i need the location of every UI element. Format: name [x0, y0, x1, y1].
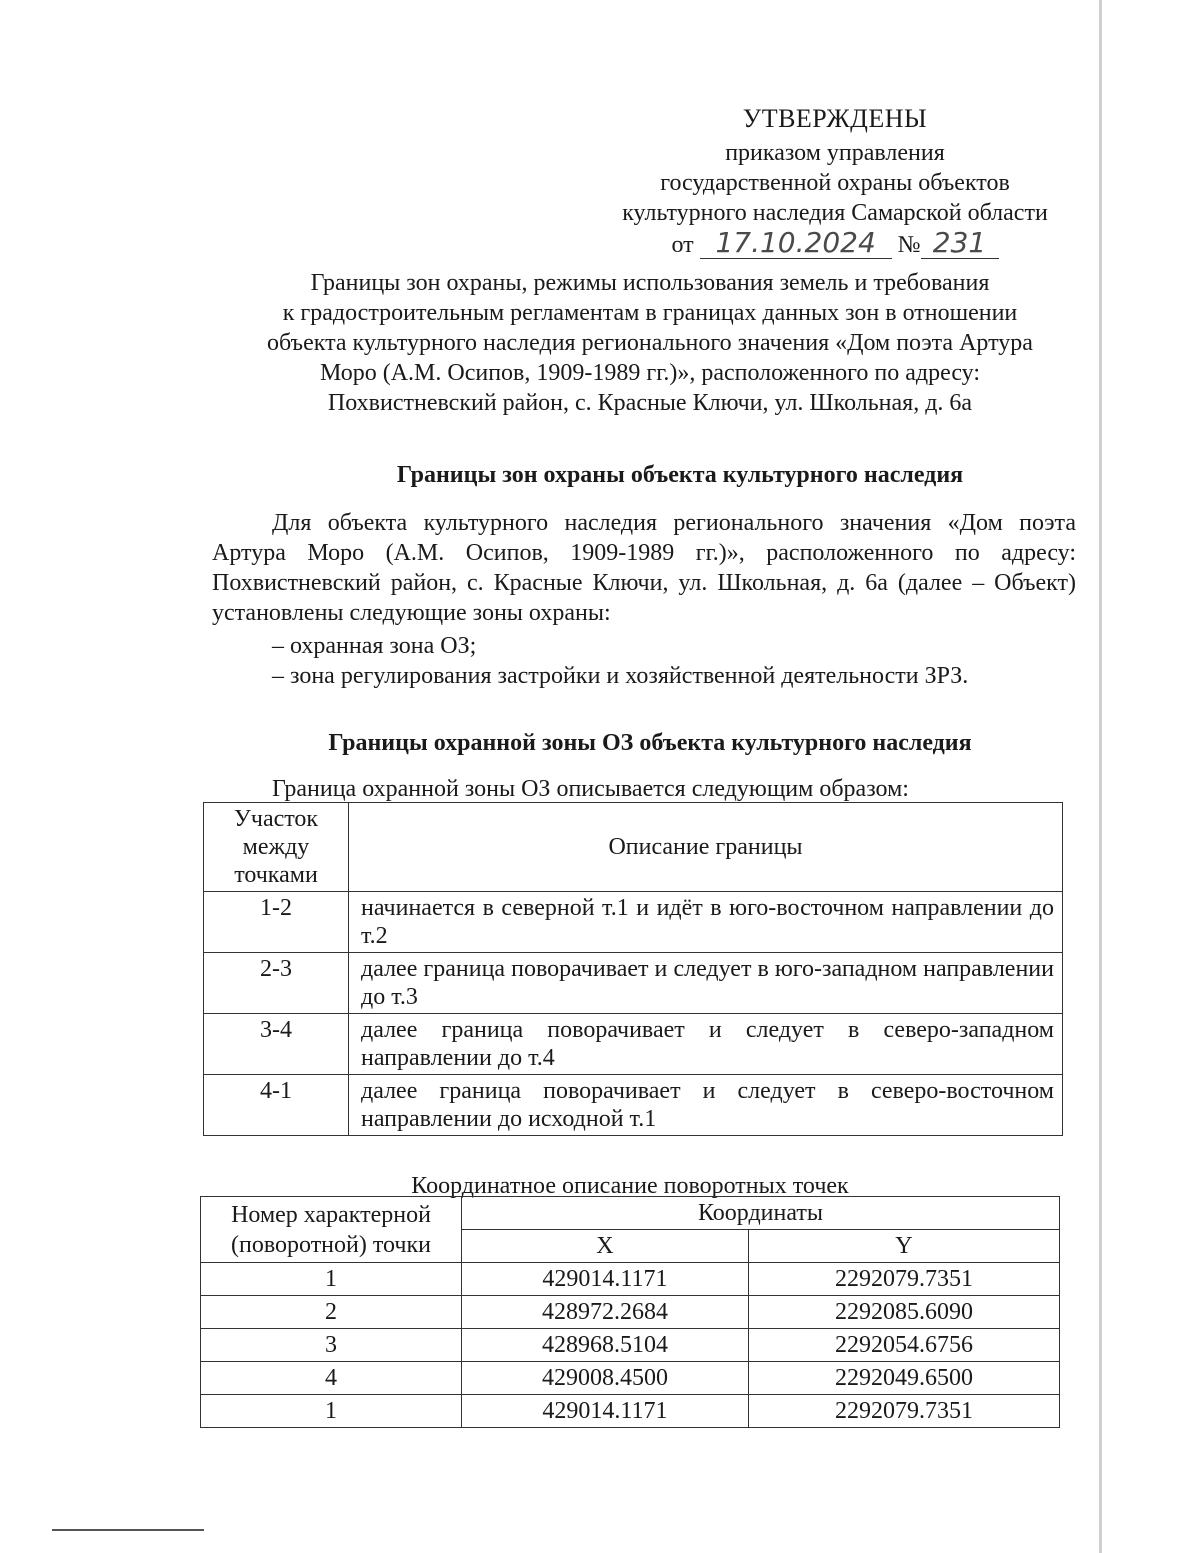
table-header-row — [204, 803, 1063, 892]
description-cell: начинается в северной т.1 и идёт в юго-восточном направлении до т.2 — [349, 892, 1063, 953]
point-cell: 1 — [201, 1395, 462, 1428]
header-point-number: Номер характерной (поворотной) точки — [201, 1197, 462, 1263]
coordinates-caption: Координатное описание поворотных точек — [411, 1173, 849, 1199]
y-cell: 2292049.6500 — [748, 1362, 1059, 1395]
heading-line-2: к градостроительным регламентам в границах данных зон в отношении — [282, 300, 1018, 326]
table-row — [204, 1014, 1063, 1075]
y-cell: 2292085.6090 — [748, 1296, 1059, 1329]
order-number: 231 — [921, 228, 999, 259]
section-title-zones: Границы зон охраны объекта культурного наследия — [396, 462, 964, 488]
point-cell: 4 — [201, 1362, 462, 1395]
table-row — [201, 1362, 1060, 1395]
segment-cell: 4-1 — [204, 1075, 349, 1136]
segment-cell: 2-3 — [204, 953, 349, 1014]
table-row — [204, 1075, 1063, 1136]
heading-line-5: Похвистневский район, с. Красные Ключи, ул. Школьная, д. 6а — [327, 390, 973, 416]
table-row — [201, 1263, 1060, 1296]
approval-line-3: культурного наследия Самарской области — [622, 200, 1048, 226]
footer-rule — [52, 1529, 204, 1531]
header-y: Y — [748, 1230, 1059, 1263]
x-cell: 429008.4500 — [462, 1362, 749, 1395]
zones-paragraph-text: Для объекта культурного наследия регионального значения «Дом поэта Артура Моро (А.М. Осипов, 1909-1989 гг.)», расположенного по адресу: Похвистневский район, с. Красные Ключи, ул. Школьная, д. 6а (далее – Объект) установлены следующие зоны охраны: — [212, 510, 1076, 626]
coordinates-table — [200, 1196, 1060, 1428]
header-description: Описание границы — [349, 803, 1063, 892]
x-cell: 429014.1171 — [462, 1263, 749, 1296]
x-cell: 428968.5104 — [462, 1329, 749, 1362]
table-row — [201, 1395, 1060, 1428]
table-row — [204, 953, 1063, 1014]
header-x: X — [462, 1230, 749, 1263]
number-prefix: № — [897, 232, 921, 258]
description-cell: далее граница поворачивает и следует в юго-западном направлении до т.3 — [349, 953, 1063, 1014]
order-date-number — [671, 228, 998, 260]
scan-edge-line — [1099, 0, 1102, 1553]
description-cell: далее граница поворачивает и следует в северо-западном направлении до т.4 — [349, 1014, 1063, 1075]
section-title-oz: Границы охранной зоны ОЗ объекта культурного наследия — [328, 730, 972, 756]
point-cell: 2 — [201, 1296, 462, 1329]
document-heading — [200, 268, 1100, 418]
description-cell: далее граница поворачивает и следует в северо-восточном направлении до исходной т.1 — [349, 1075, 1063, 1136]
point-cell: 3 — [201, 1329, 462, 1362]
heading-line-1: Границы зон охраны, режимы использования земель и требования — [310, 270, 990, 296]
header-segment: Участок между точками — [204, 803, 349, 892]
list-item: – зона регулирования застройки и хозяйственной деятельности ЗРЗ. — [272, 663, 969, 689]
approval-stamp — [590, 104, 1080, 260]
coord-header-row — [201, 1197, 1060, 1230]
segment-cell: 1-2 — [204, 892, 349, 953]
heading-line-3: объекта культурного наследия регионального значения «Дом поэта Артура — [267, 330, 1033, 356]
x-cell: 429014.1171 — [462, 1395, 749, 1428]
zones-paragraph — [212, 508, 1076, 628]
table-row — [201, 1329, 1060, 1362]
approval-title: УТВЕРЖДЕНЫ — [742, 104, 928, 133]
y-cell: 2292079.7351 — [748, 1263, 1059, 1296]
oz-intro: Граница охранной зоны ОЗ описывается следующим образом: — [272, 776, 909, 802]
y-cell: 2292054.6756 — [748, 1329, 1059, 1362]
x-cell: 428972.2684 — [462, 1296, 749, 1329]
header-coordinates: Координаты — [462, 1197, 1060, 1230]
table-row — [204, 892, 1063, 953]
point-cell: 1 — [201, 1263, 462, 1296]
date-prefix: от — [671, 232, 694, 258]
heading-line-4: Моро (А.М. Осипов, 1909-1989 гг.)», расположенного по адресу: — [319, 360, 981, 386]
boundary-table — [203, 802, 1063, 1136]
table-row — [201, 1296, 1060, 1329]
approval-line-1: приказом управления — [725, 140, 945, 166]
zones-list — [272, 631, 968, 691]
y-cell: 2292079.7351 — [748, 1395, 1059, 1428]
list-item: – охранная зона ОЗ; — [272, 633, 477, 659]
order-date: 17.10.2024 — [700, 228, 892, 259]
segment-cell: 3-4 — [204, 1014, 349, 1075]
approval-line-2: государственной охраны объектов — [660, 170, 1010, 196]
